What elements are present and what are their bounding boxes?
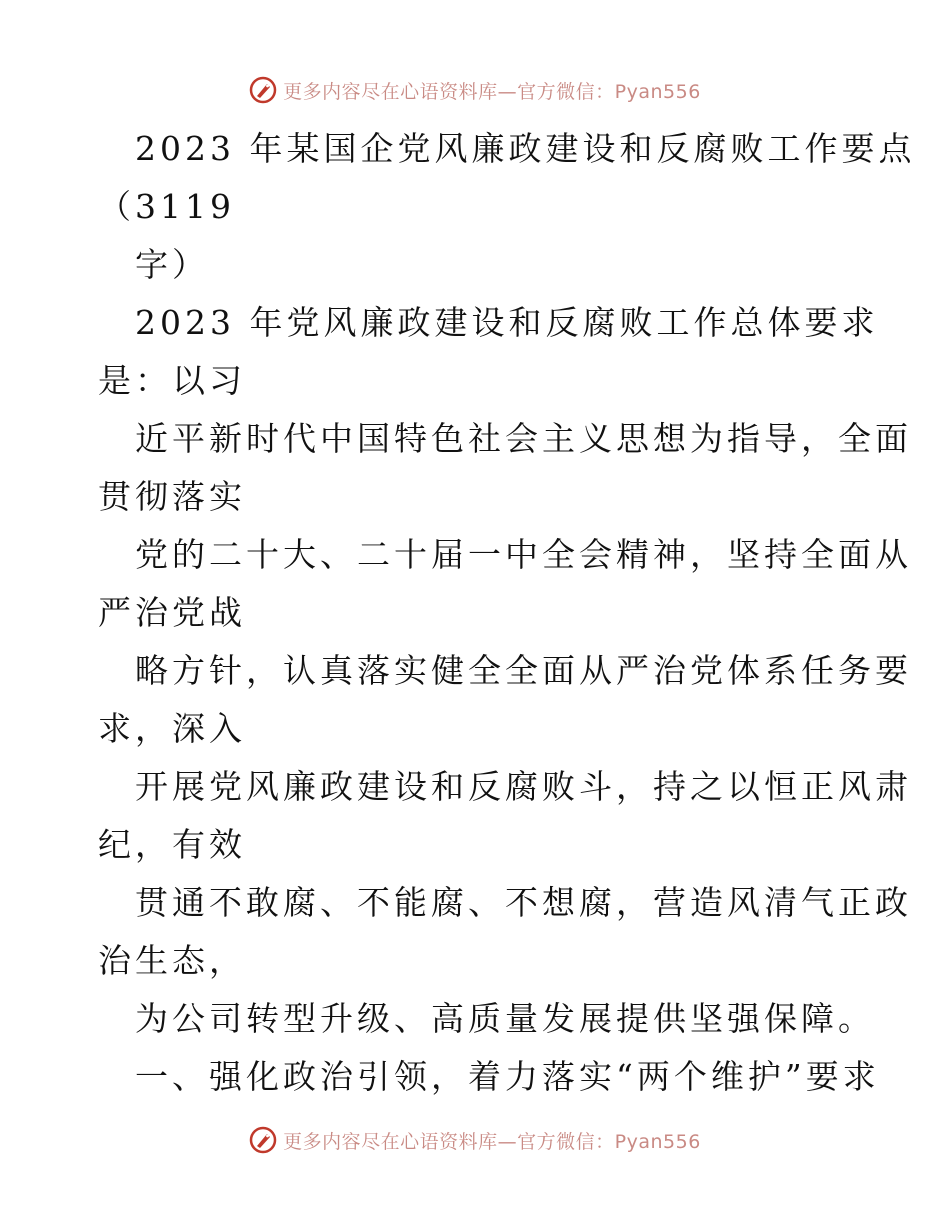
paragraph-line: 治生态， (98, 941, 246, 980)
paragraph-line: 贯通不敢腐、不能腐、不想腐，营造风清气正政 (135, 883, 912, 922)
paragraph-line: 严治党战 (98, 593, 246, 632)
header-watermark (0, 72, 950, 108)
paragraph-line: 纪，有效 (98, 825, 246, 864)
watermark-text: 更多内容尽在心语资料库—官方微信：Pyan556 (283, 1130, 701, 1153)
paragraph-line: 开展党风廉政建设和反腐败斗，持之以恒正风肃 (135, 767, 912, 806)
paragraph-line: 是：以习 (98, 361, 246, 400)
section-heading: 一、强化政治引领，着力落实“两个维护”要求 (135, 1057, 880, 1096)
doc-title-line: 2023 年某国企党风廉政建设和反腐败工作要点 (135, 129, 916, 168)
watermark-text: 更多内容尽在心语资料库—官方微信：Pyan556 (283, 80, 701, 103)
paragraph-line: 党的二十大、二十届一中全会精神，坚持全面从 (135, 535, 912, 574)
doc-title-wordcount: （3119 (98, 187, 235, 226)
paragraph-line: 2023 年党风廉政建设和反腐败工作总体要求 (135, 303, 879, 342)
pen-nib-icon (249, 1126, 277, 1154)
paragraph-line: 求，深入 (98, 709, 246, 748)
paragraph-line: 近平新时代中国特色社会主义思想为指导，全面 (135, 419, 912, 458)
doc-title-wordcount-end: 字） (135, 245, 209, 284)
pen-nib-icon (249, 76, 277, 104)
footer-watermark (0, 1122, 950, 1158)
paragraph-line: 为公司转型升级、高质量发展提供坚强保障。 (135, 999, 875, 1038)
paragraph-line: 贯彻落实 (98, 477, 246, 516)
paragraph-line: 略方针，认真落实健全全面从严治党体系任务要 (135, 651, 912, 690)
